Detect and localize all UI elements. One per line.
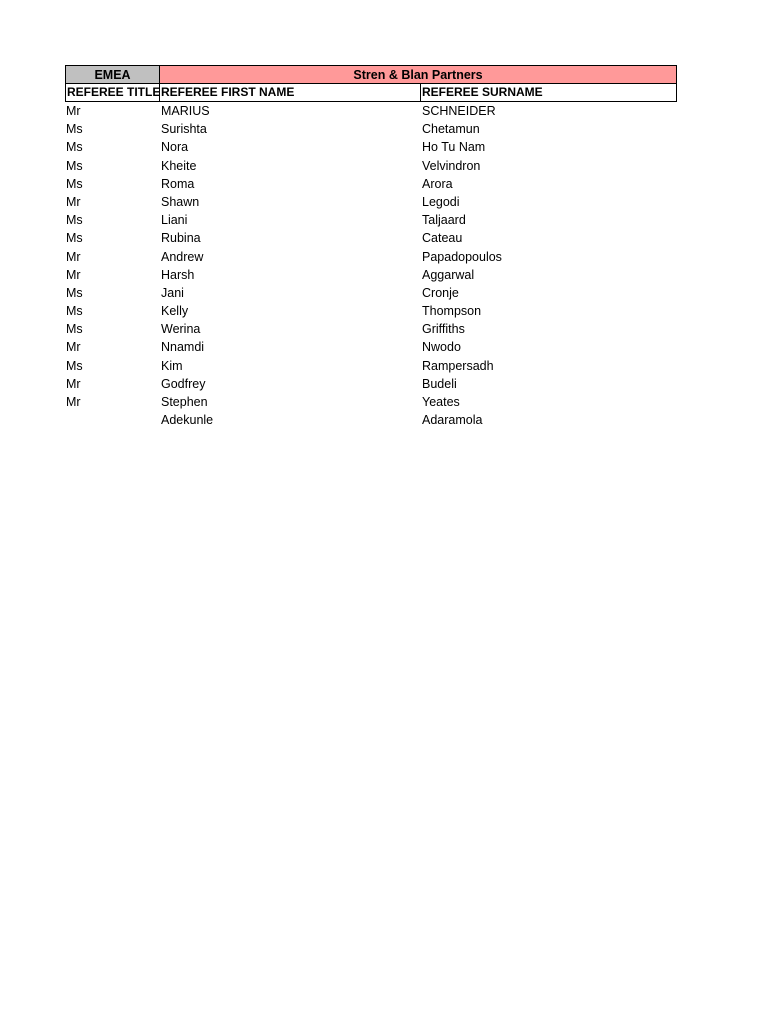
cell-title bbox=[65, 411, 160, 429]
column-header-first-name: REFEREE FIRST NAME bbox=[160, 84, 421, 102]
table-row bbox=[65, 229, 677, 247]
column-header-row bbox=[65, 84, 677, 102]
cell-title: Ms bbox=[66, 158, 83, 173]
cell-surname: Arora bbox=[422, 176, 453, 191]
cell-title: Ms bbox=[66, 176, 83, 191]
cell-first-name: MARIUS bbox=[161, 104, 210, 118]
cell-title: Ms bbox=[66, 231, 83, 246]
table-row bbox=[65, 211, 677, 229]
cell-title: Mr bbox=[66, 395, 81, 409]
cell-surname: Chetamun bbox=[422, 122, 480, 137]
cell-title: Ms bbox=[66, 322, 83, 337]
cell-surname: Yeates bbox=[422, 395, 460, 409]
table-banner-row bbox=[65, 65, 677, 84]
table-row bbox=[65, 193, 677, 211]
cell-title: Ms bbox=[66, 213, 83, 228]
cell-first-name: Jani bbox=[161, 285, 184, 300]
column-header-surname: REFEREE SURNAME bbox=[421, 84, 677, 102]
cell-surname: Ho Tu Nam bbox=[422, 140, 486, 155]
cell-first-name: Kim bbox=[161, 358, 183, 373]
cell-title: Mr bbox=[66, 376, 81, 391]
referee-table bbox=[65, 65, 677, 429]
region-header-cell: EMEA bbox=[65, 65, 160, 84]
company-header-cell: Stren & Blan Partners bbox=[160, 65, 677, 84]
cell-first-name: Shawn bbox=[161, 194, 200, 209]
column-header-title: REFEREE TITLE bbox=[65, 84, 160, 102]
cell-first-name: Andrew bbox=[161, 249, 204, 264]
table-row bbox=[65, 138, 677, 156]
cell-surname: Thompson bbox=[422, 304, 482, 319]
cell-surname: Adaramola bbox=[422, 413, 483, 428]
cell-first-name: Roma bbox=[161, 176, 195, 191]
cell-first-name: Nnamdi bbox=[161, 340, 205, 355]
cell-surname: Papadopoulos bbox=[422, 249, 502, 264]
cell-surname: Cateau bbox=[422, 231, 463, 246]
table-row bbox=[65, 175, 677, 193]
cell-first-name: Adekunle bbox=[161, 413, 214, 428]
table-row bbox=[65, 338, 677, 356]
cell-title: Mr bbox=[66, 267, 81, 282]
cell-surname: Nwodo bbox=[422, 340, 461, 355]
cell-first-name: Harsh bbox=[161, 267, 195, 282]
cell-first-name: Kelly bbox=[161, 304, 189, 319]
cell-surname: Taljaard bbox=[422, 213, 466, 228]
cell-surname: Budeli bbox=[422, 376, 457, 391]
cell-surname: Aggarwal bbox=[422, 267, 475, 282]
table-row bbox=[65, 266, 677, 284]
table-row bbox=[65, 320, 677, 338]
cell-first-name: Stephen bbox=[161, 395, 208, 409]
table-row bbox=[65, 411, 677, 429]
table-row bbox=[65, 120, 677, 138]
cell-first-name: Rubina bbox=[161, 231, 201, 246]
table-row bbox=[65, 375, 677, 393]
cell-first-name: Liani bbox=[161, 213, 188, 228]
table-row bbox=[65, 284, 677, 302]
cell-title: Ms bbox=[66, 285, 83, 300]
cell-surname: Velvindron bbox=[422, 158, 481, 173]
cell-first-name: Nora bbox=[161, 140, 189, 155]
cell-title: Ms bbox=[66, 140, 83, 155]
cell-first-name: Werina bbox=[161, 322, 201, 337]
cell-surname: SCHNEIDER bbox=[422, 104, 496, 118]
table-row bbox=[65, 357, 677, 375]
cell-title: Mr bbox=[66, 194, 81, 209]
table-row bbox=[65, 393, 677, 411]
cell-title: Mr bbox=[66, 104, 81, 118]
cell-surname: Rampersadh bbox=[422, 358, 494, 373]
table-body bbox=[65, 102, 677, 429]
cell-title: Ms bbox=[66, 358, 83, 373]
cell-surname: Griffiths bbox=[422, 322, 465, 337]
table-row bbox=[65, 102, 677, 120]
cell-surname: Legodi bbox=[422, 194, 460, 209]
cell-title: Ms bbox=[66, 304, 83, 319]
cell-title: Ms bbox=[66, 122, 83, 137]
cell-first-name: Kheite bbox=[161, 158, 197, 173]
table-row bbox=[65, 248, 677, 266]
cell-first-name: Godfrey bbox=[161, 376, 206, 391]
cell-title: Mr bbox=[66, 249, 81, 264]
table-row bbox=[65, 157, 677, 175]
table-row bbox=[65, 302, 677, 320]
cell-title: Mr bbox=[66, 340, 81, 355]
cell-first-name: Surishta bbox=[161, 122, 207, 137]
cell-surname: Cronje bbox=[422, 285, 459, 300]
